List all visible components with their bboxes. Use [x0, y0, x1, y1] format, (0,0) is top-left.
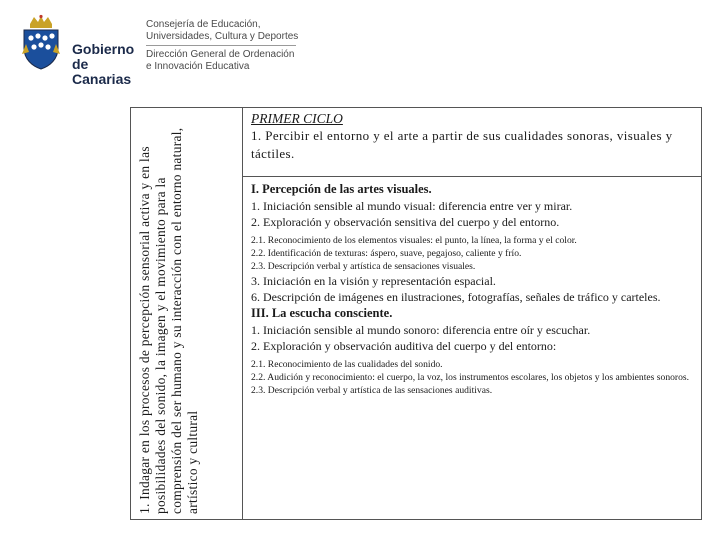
content-subitem: 2.2. Audición y reconocimiento: el cuerpo, la voz, los instrumentos escolares, los objetos y los ambientes sonoros.	[251, 372, 690, 383]
section-heading: I. Percepción de las artes visuales.	[251, 182, 432, 196]
section-heading: III. La escucha consciente.	[251, 306, 393, 320]
divider	[146, 45, 296, 46]
logo	[20, 14, 135, 87]
coat-of-arms-icon	[20, 14, 62, 70]
objective-cell	[131, 108, 243, 519]
department-name	[146, 19, 298, 72]
content-item: 2. Exploración y observación sensitiva del cuerpo y del entorno.	[251, 215, 560, 229]
objective-text: 1. Indagar en los procesos de percepción sensorial activa y en las posibilidades del sonido, la imagen y el movimiento para la comprensión del ser humano y su interacción con el entorno natural, artístico y cultural	[137, 127, 200, 514]
dept-line: Dirección General de Ordenación	[146, 49, 295, 60]
dept-line: Consejería de Educación,	[146, 19, 261, 30]
contents-box	[243, 179, 701, 397]
content-subitem: 2.2. Identificación de texturas: áspero, suave, pegajoso, caliente y frío.	[251, 248, 522, 259]
criterion-text: 1. Percibir el entorno y el arte a partir de sus cualidades sonoras, visuales y táctiles.	[251, 128, 673, 161]
curriculum-table	[130, 107, 702, 520]
cycle-label: PRIMER CICLO	[251, 111, 343, 126]
content-item: 6. Descripción de imágenes en ilustraciones, fotografías, señales de tráfico y carteles.	[251, 290, 661, 304]
content-subitem: 2.3. Descripción verbal y artística de sensaciones visuales.	[251, 261, 476, 272]
content-cell	[243, 108, 701, 519]
dept-line: Universidades, Cultura y Deportes	[146, 30, 299, 42]
content-item: 3. Iniciación en la visión y representación espacial.	[251, 274, 496, 288]
content-item: 2. Exploración y observación auditiva del cuerpo y del entorno:	[251, 339, 557, 353]
content-item: 1. Iniciación sensible al mundo visual: diferencia entre ver y mirar.	[251, 199, 573, 213]
criterion-box	[243, 108, 701, 177]
dept-line: e Innovación Educativa	[146, 60, 250, 72]
content-subitem: 2.1. Reconocimiento de los elementos visuales: el punto, la línea, la forma y el color.	[251, 235, 577, 246]
brand-name: Gobierno de Canarias	[72, 41, 135, 87]
content-subitem: 2.1. Reconocimiento de las cualidades del sonido.	[251, 359, 443, 370]
content-item: 1. Iniciación sensible al mundo sonoro: diferencia entre oír y escuchar.	[251, 323, 591, 337]
content-subitem: 2.3. Descripción verbal y artística de las sensaciones auditivas.	[251, 385, 493, 396]
